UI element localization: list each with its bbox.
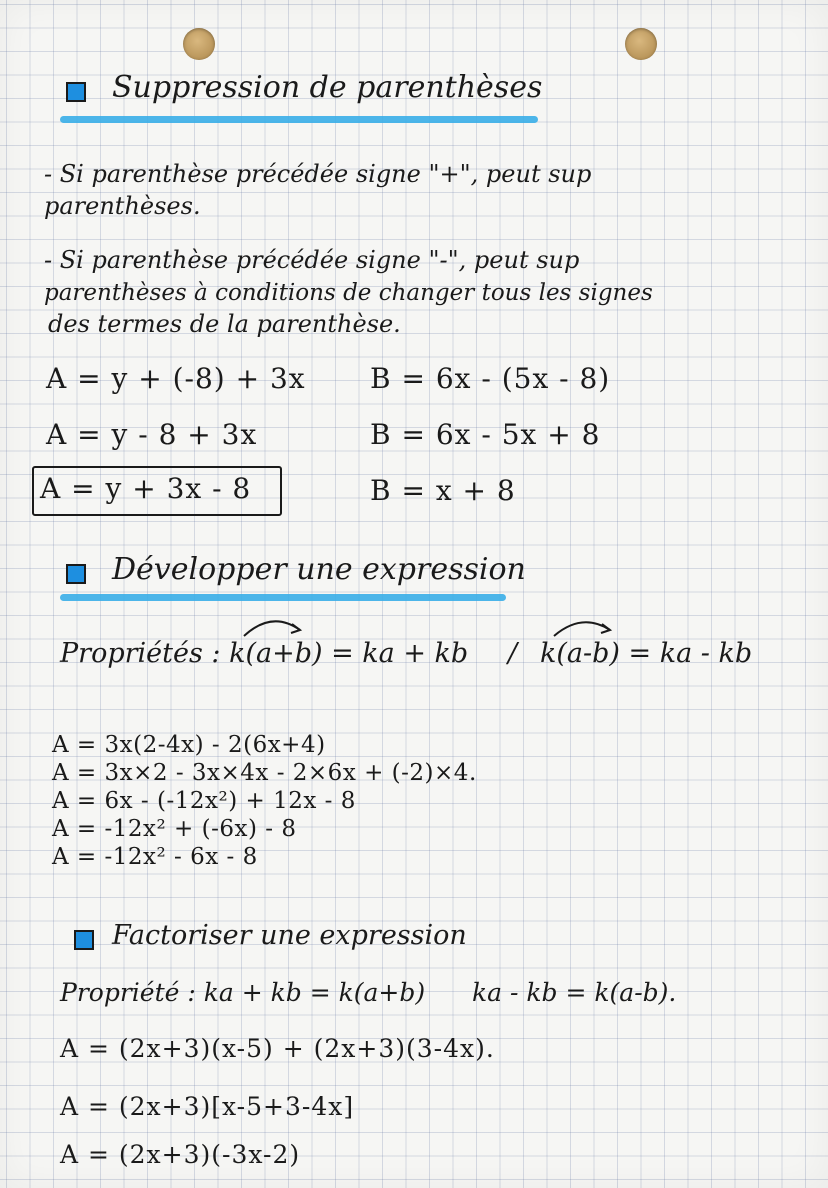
factor-step: A = (2x+3)[x-5+3-4x] xyxy=(60,1092,355,1121)
rule-minus-line1: - Si parenthèse précédée signe "-", peut sup xyxy=(44,246,580,274)
example-a-step1: A = y + (-8) + 3x xyxy=(46,362,306,395)
section-title-factoriser: Factoriser une expression xyxy=(112,920,467,951)
develop-property-2: k(a-b) = ka - kb xyxy=(540,638,753,669)
develop-step: A = -12x² + (-6x) - 8 xyxy=(52,816,297,842)
rule-plus-line2: parenthèses. xyxy=(44,192,201,220)
section-bullet-icon xyxy=(66,82,86,102)
section-bullet-icon xyxy=(74,930,94,950)
develop-step: A = -12x² - 6x - 8 xyxy=(52,844,258,870)
title-underline xyxy=(60,594,506,601)
property-separator: / xyxy=(508,638,518,669)
develop-step: A = 6x - (-12x²) + 12x - 8 xyxy=(52,788,356,814)
section-title-suppression: Suppression de parenthèses xyxy=(112,70,543,105)
distribution-arrow-icon xyxy=(238,612,308,640)
section-bullet-icon xyxy=(66,564,86,584)
factor-property-2: ka - kb = k(a-b). xyxy=(472,978,677,1007)
distribution-arrow-icon xyxy=(548,614,618,640)
binder-hole-left xyxy=(183,28,215,60)
rule-minus-line2: parenthèses à conditions de changer tous les signes xyxy=(44,280,653,306)
example-a-step2: A = y - 8 + 3x xyxy=(46,418,258,451)
example-a-result: A = y + 3x - 8 xyxy=(40,472,252,505)
factor-step: A = (2x+3)(x-5) + (2x+3)(3-4x). xyxy=(60,1034,495,1063)
develop-step: A = 3x×2 - 3x×4x - 2×6x + (-2)×4. xyxy=(52,760,477,786)
factor-property-1: Propriété : ka + kb = k(a+b) xyxy=(60,978,426,1007)
binder-hole-right xyxy=(625,28,657,60)
rule-plus-line1: - Si parenthèse précédée signe "+", peut sup xyxy=(44,160,592,188)
example-b-step1: B = 6x - (5x - 8) xyxy=(370,362,611,395)
example-b-step2: B = 6x - 5x + 8 xyxy=(370,418,601,451)
factor-step: A = (2x+3)(-3x-2) xyxy=(60,1140,301,1169)
develop-property-1: Propriétés : k(a+b) = ka + kb xyxy=(60,638,469,669)
rule-minus-line3: des termes de la parenthèse. xyxy=(48,310,401,338)
example-b-result: B = x + 8 xyxy=(370,474,516,507)
develop-step: A = 3x(2-4x) - 2(6x+4) xyxy=(52,732,326,758)
title-underline xyxy=(60,116,538,123)
section-title-developper: Développer une expression xyxy=(112,552,526,587)
